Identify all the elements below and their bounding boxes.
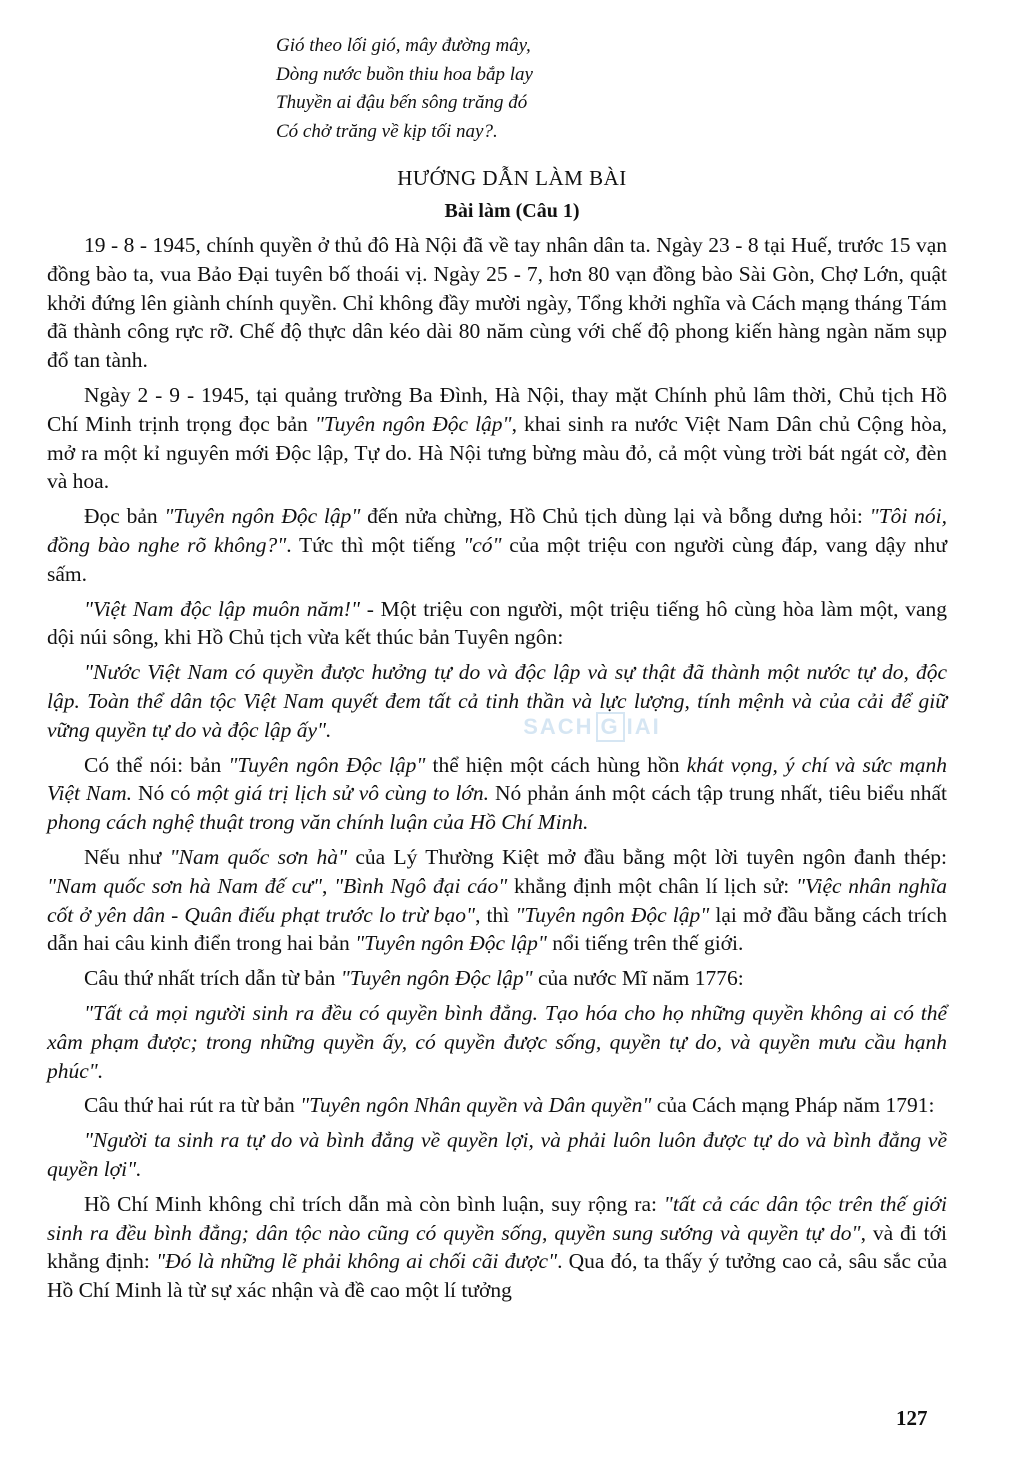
- paragraph-12: Hồ Chí Minh không chỉ trích dẫn mà còn bình luận, suy rộng ra: "tất cả các dân tộc trên thế giới sinh ra đều bình đẳng; dân tộc nào cũng có quyền sống, quyền sung sướng và quyền tự do", và đi tới khẳng định: "Đó là những lẽ phải không ai chối cãi được". Qua đó, ta thấy ý tưởng cao cả, sâu sắc của Hồ Chí Minh là từ sự xác nhận và đề cao một lí tưởng: [47, 1191, 947, 1303]
- paragraph-6: Có thể nói: bản "Tuyên ngôn Độc lập" thể hiện một cách hùng hồn khát vọng, ý chí và sức mạnh Việt Nam. Nó có một giá trị lịch sử vô cùng to lớn. Nó phản ánh một cách tập trung nhất, tiêu biểu nhất phong cách nghệ thuật trong văn chính luận của Hồ Chí Minh.: [47, 752, 947, 835]
- watermark-logo: SACH G IAI: [540, 710, 644, 744]
- poem-line: Thuyền ai đậu bến sông trăng đó: [276, 92, 528, 113]
- poem-excerpt: [276, 32, 533, 146]
- poem-line: Gió theo lối gió, mây đường mây,: [276, 35, 531, 56]
- page-number: 127: [896, 1406, 928, 1430]
- sub-title: Bài làm (Câu 1): [444, 200, 580, 222]
- section-title: HƯỚNG DẪN LÀM BÀI: [397, 166, 627, 190]
- quote-french-declaration: "Người ta sinh ra tự do và bình đẳng về quyền lợi, và phải luôn luôn được tự do và bình đẳng về quyền lợi".: [47, 1128, 947, 1181]
- paragraph-1: 19 - 8 - 1945, chính quyền ở thủ đô Hà Nội đã về tay nhân dân ta. Ngày 23 - 8 tại Huế, trước 15 vạn đồng bào ta, vua Bảo Đại tuyên bố thoái vị. Ngày 25 - 7, hơn 80 vạn đồng bào Sài Gòn, Chợ Lớn, quật khởi đứng lên giành chính quyền. Chỉ không đầy mười ngày, Tổng khởi nghĩa và Cách mạng tháng Tám đã thành công rực rỡ. Chế độ thực dân kéo dài 80 năm cùng với chế độ phong kiến hàng ngàn năm sụp đổ tan tành.: [47, 233, 947, 373]
- paragraph-8: Câu thứ nhất trích dẫn từ bản "Tuyên ngôn Độc lập" của nước Mĩ năm 1776:: [84, 966, 744, 991]
- essay-body: [47, 231, 947, 1311]
- paragraph-4: "Việt Nam độc lập muôn năm!" - Một triệu con người, một triệu tiếng hô cùng hòa làm một, vang dội núi sông, khi Hồ Chủ tịch vừa kết thúc bản Tuyên ngôn:: [47, 596, 947, 650]
- quote-american-declaration: "Tất cả mọi người sinh ra đều có quyền bình đẳng. Tạo hóa cho họ những quyền không ai có thể xâm phạm được; trong những quyền ấy, có quyền được sống, quyền tự do, và quyền mưu cầu hạnh phúc".: [47, 1000, 947, 1083]
- paragraph-7: Nếu như "Nam quốc sơn hà" của Lý Thường Kiệt mở đầu bằng một lời tuyên ngôn đanh thép: "Nam quốc sơn hà Nam đế cư", "Bình Ngô đại cáo" khẳng định một chân lí lịch sử: "Việc nhân nghĩa cốt ở yên dân - Quân điếu phạt trước lo trừ bạo", thì "Tuyên ngôn Độc lập" lại mở đầu bằng cách trích dẫn hai câu kinh điển trong hai bản "Tuyên ngôn Độc lập" nổi tiếng trên thế giới.: [47, 844, 947, 956]
- poem-line: Dòng nước buồn thiu hoa bắp lay: [276, 63, 533, 85]
- poem-line: Có chở trăng về kịp tối nay?.: [276, 120, 498, 142]
- paragraph-2: Ngày 2 - 9 - 1945, tại quảng trường Ba Đình, Hà Nội, thay mặt Chính phủ lâm thời, Chủ tịch Hồ Chí Minh trịnh trọng đọc bản "Tuyên ngôn Độc lập", khai sinh ra nước Việt Nam Dân chủ Cộng hòa, mở ra một kỉ nguyên mới Độc lập, Tự do. Hà Nội tưng bừng màu đỏ, cả một vùng trời bát ngát cờ, đèn và hoa.: [47, 382, 947, 494]
- paragraph-3: Đọc bản "Tuyên ngôn Độc lập" đến nửa chừng, Hồ Chủ tịch dùng lại và bỗng dưng hỏi: "Tôi nói, đồng bào nghe rõ không?". Tức thì một tiếng "có" của một triệu con người cùng đáp, vang dậy như sấm.: [47, 504, 948, 586]
- quote-declaration: "Nước Việt Nam có quyền được hưởng tự do và độc lập và sự thật đã thành một nước tự do, độc lập. Toàn thể dân tộc Việt Nam quyết đem tất cả tinh thần và lực lượng, tính mệnh và của cải để giữ vững quyền tự do và độc lập ấy".: [47, 660, 947, 742]
- paragraph-10: Câu thứ hai rút ra từ bản "Tuyên ngôn Nhân quyền và Dân quyền" của Cách mạng Pháp năm 1791:: [84, 1093, 935, 1118]
